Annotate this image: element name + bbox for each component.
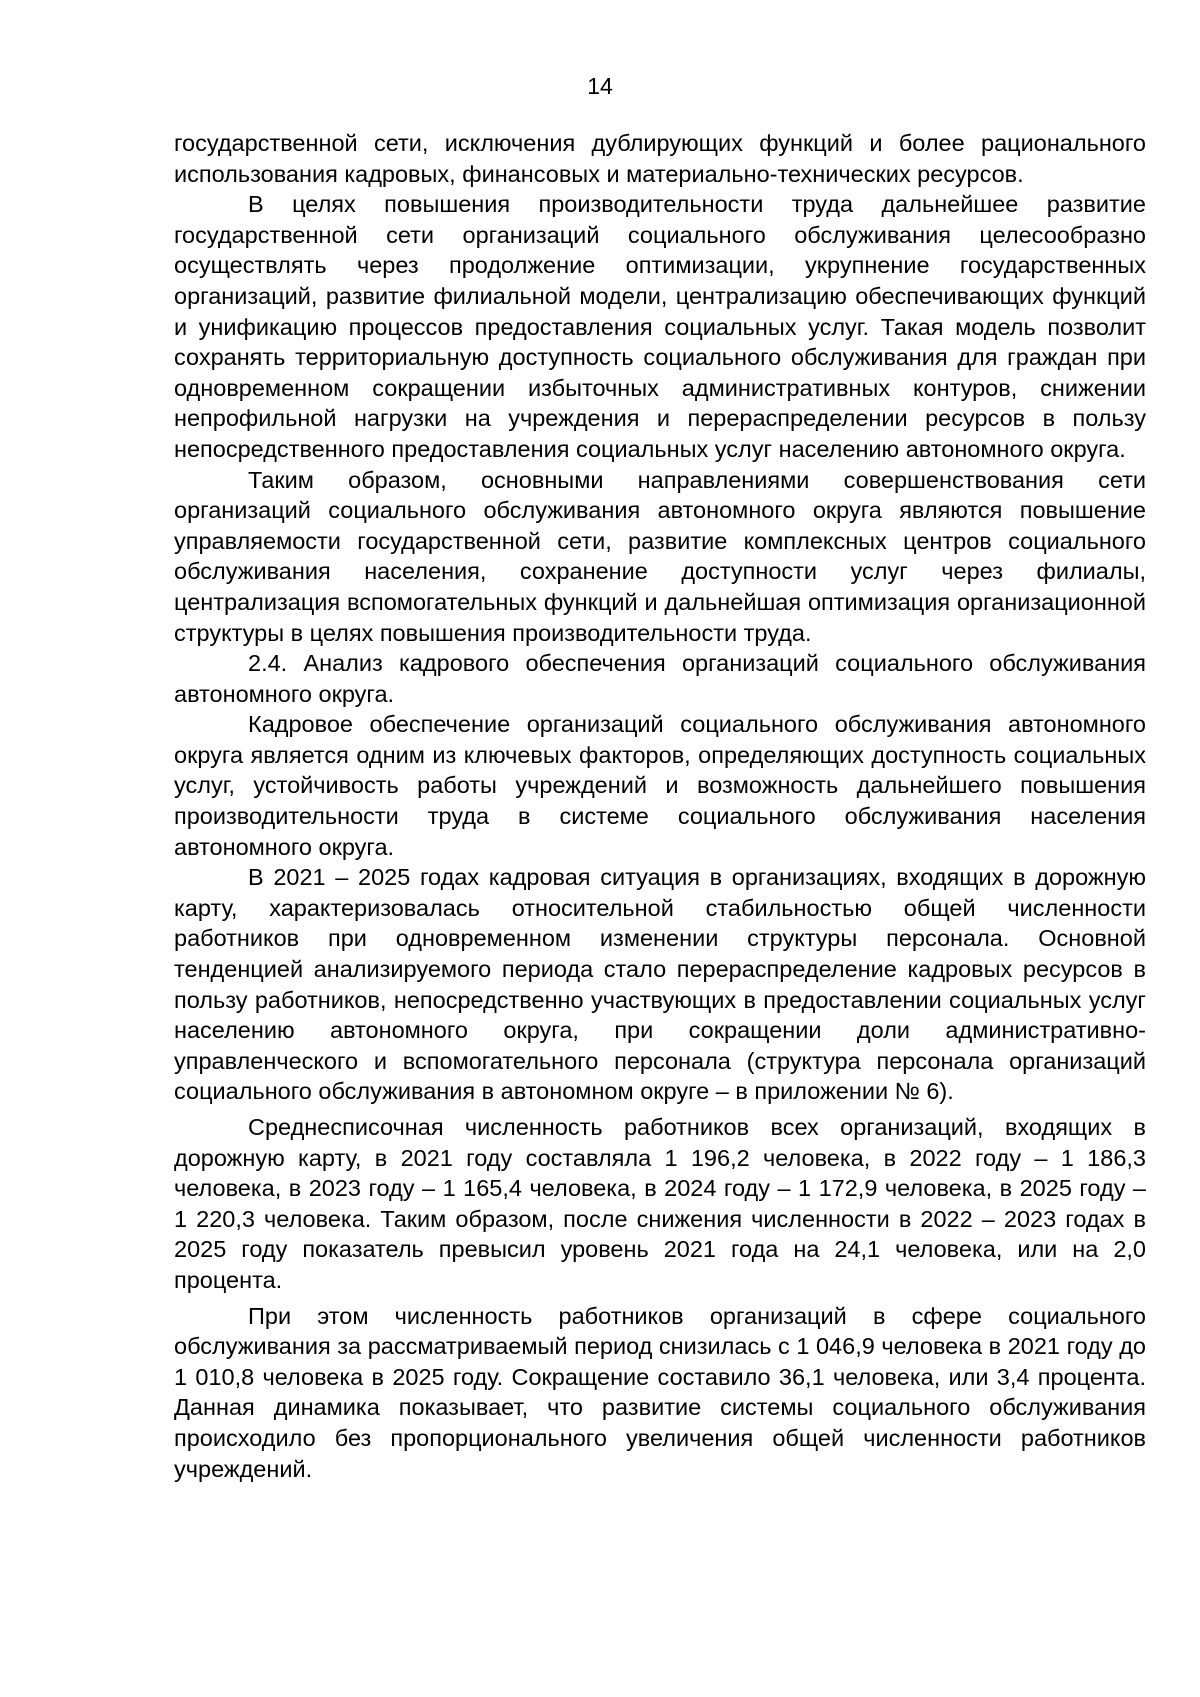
page-number: 14 (587, 73, 613, 99)
paragraph-staffing-overview: Кадровое обеспечение организаций социального обслуживания автономного округа является одним из ключевых факторов, определяющих доступность социальных услуг, устойчивость работы учреждений и возможность дальнейшего повышения производительности труда в системе социального обслуживания населения автономного округа. (174, 711, 1146, 860)
paragraph-main-directions: Таким образом, основными направлениями совершенствования сети организаций социального обслуживания автономного округа являются повышение управляемости государственной сети, развитие комплексных центров социального обслуживания населения, сохранение доступности услуг через филиалы, централизация вспомогательных функций и дальнейшая оптимизация организационной структуры в целях повышения производительности труда. (174, 466, 1146, 646)
paragraph-continuation: государственной сети, исключения дублирующих функций и более рационального использования кадровых, финансовых и материально-технических ресурсов. (174, 130, 1146, 187)
paragraph-headcount-figures: Среднесписочная численность работников всех организаций, входящих в дорожную карту, в 2021 году составляла 1 196,2 человека, в 2022 году – 1 186,3 человека, в 2023 году – 1 165,4 человека, в 2024 году – 1 172,9 человека, в 2025 году – 1 220,3 человека. Таким образом, после снижения численности в 2022 – 2023 годах в 2025 году показатель превысил уровень 2021 года на 24,1 человека, или на 2,0 процента. (174, 1114, 1146, 1293)
paragraph-staffing-trends: В 2021 – 2025 годах кадровая ситуация в организациях, входящих в дорожную карту, характеризовалась относительной стабильностью общей численности работников при одновременном изменении структуры персонала. Основной тенденцией анализируемого периода стало перераспределение кадровых ресурсов в пользу работников, непосредственно участвующих в предоставлении социальных услуг населению автономного округа, при сокращении доли административно-управленческого и вспомогательного персонала (структура персонала организаций социального обслуживания в автономном округе – в приложении № 6). (174, 864, 1146, 1105)
section-heading-2-4: 2.4. Анализ кадрового обеспечения организаций социального обслуживания автономного округа. (174, 650, 1146, 707)
paragraph-network-development: В целях повышения производительности труда дальнейшее развитие государственной сети организаций социального обслуживания целесообразно осуществлять через продолжение оптимизации, укрупнение государственных организаций, развитие филиальной модели, централизацию обеспечивающих функций и унификацию процессов предоставления социальных услуг. Такая модель позволит сохранять территориальную доступность социального обслуживания для граждан при одновременном сокращении избыточных административных контуров, снижении непрофильной нагрузки на учреждения и перераспределении ресурсов в пользу непосредственного предоставления социальных услуг населению автономного округа. (174, 191, 1146, 462)
paragraph-social-service-headcount: При этом численность работников организаций в сфере социального обслуживания за рассматриваемый период снизилась с 1 046,9 человека в 2021 году до 1 010,8 человека в 2025 году. Сокращение составило 36,1 человека, или 3,4 процента. Данная динамика показывает, что развитие системы социального обслуживания происходило без пропорционального увеличения общей численности работников учреждений. (174, 1302, 1146, 1482)
document-body (174, 128, 1146, 1484)
